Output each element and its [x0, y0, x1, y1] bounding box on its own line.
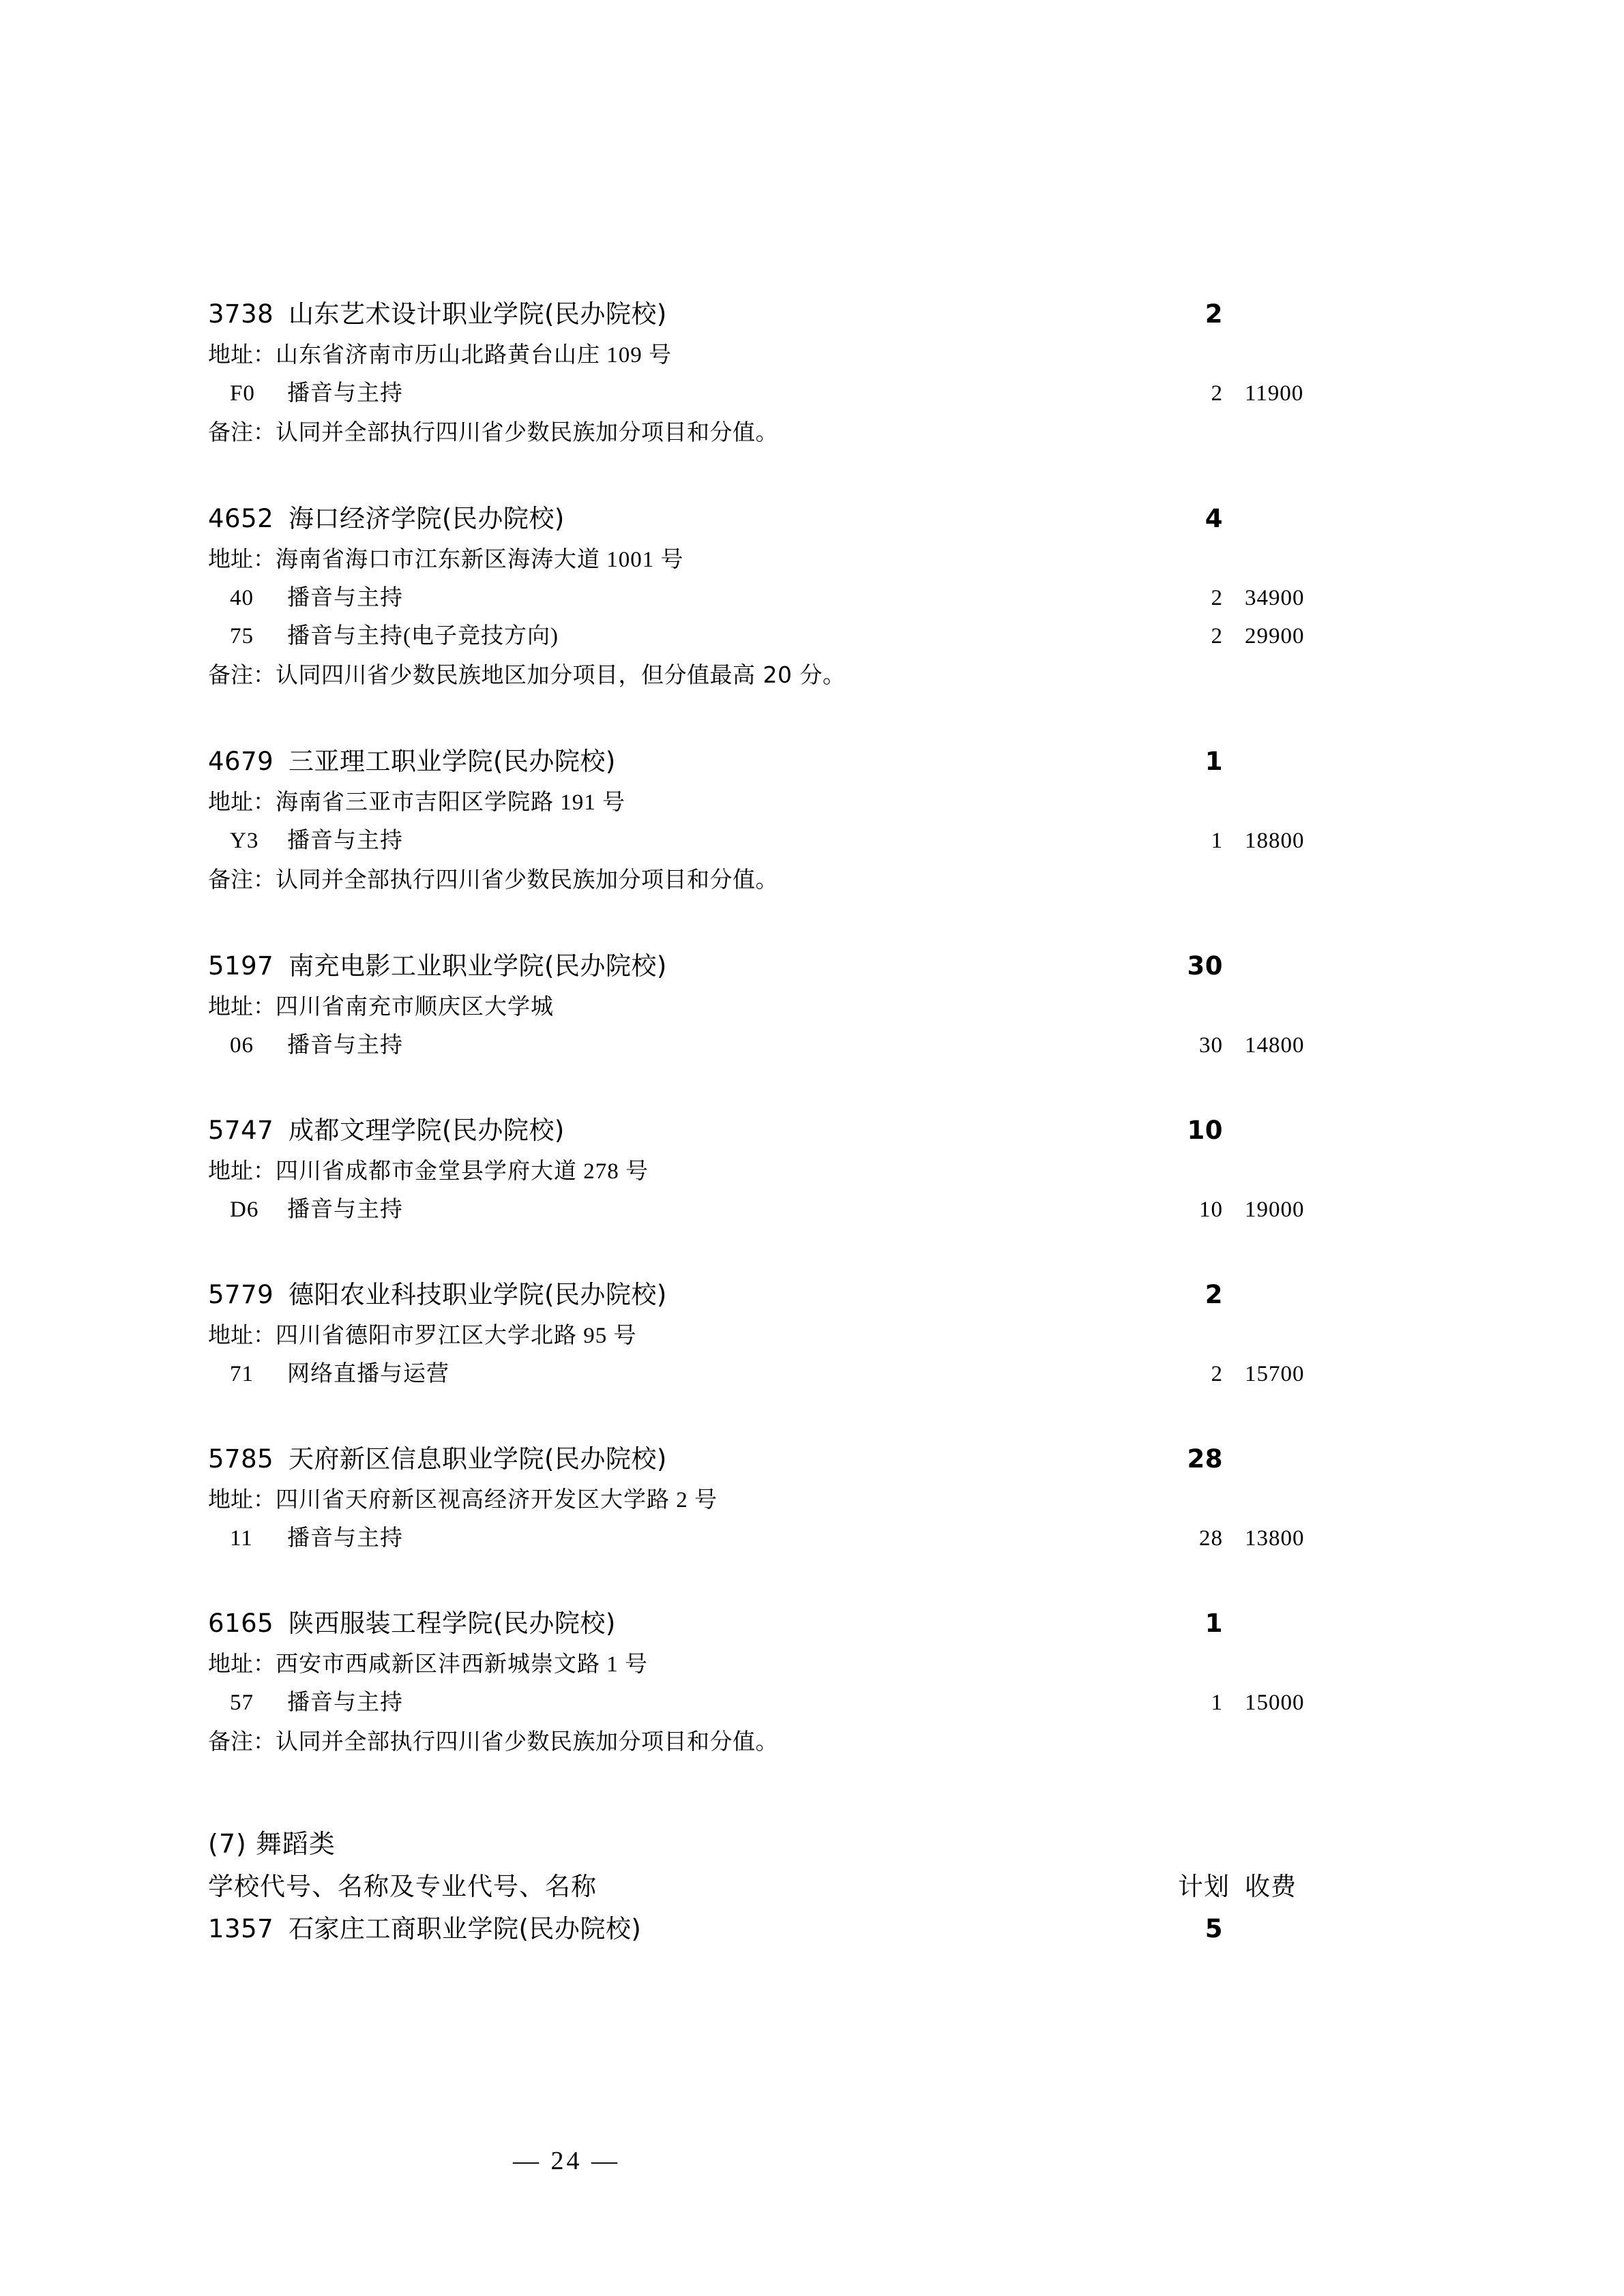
school-address [208, 1645, 1327, 1684]
major-row [208, 617, 1327, 655]
note-text: 认同四川省少数民族地区加分项目，但分值最高 20 分。 [276, 661, 846, 688]
major-row [208, 1191, 1327, 1229]
major-name: 播音与主持 [287, 586, 403, 610]
major-fee: 13800 [1245, 1526, 1305, 1551]
major-plan: 28 [1199, 1526, 1223, 1551]
major-plan: 2 [1211, 381, 1223, 406]
school-block [208, 498, 1327, 696]
school-name: 海口经济学院(民办院校) [289, 504, 565, 533]
school-block [208, 1274, 1327, 1393]
school-code: 3738 [208, 299, 274, 329]
school-header [208, 293, 1327, 336]
school-block [208, 293, 1327, 453]
school-plan-count: 2 [1205, 1280, 1223, 1309]
major-row [208, 822, 1327, 860]
school-block [208, 1438, 1327, 1557]
major-plan: 30 [1199, 1033, 1223, 1058]
major-fee: 19000 [1245, 1197, 1305, 1222]
school-note [208, 1722, 1327, 1762]
address-text: 四川省天府新区视高经济开发区大学路 2 号 [276, 1488, 718, 1512]
school-code: 1357 [208, 1914, 274, 1943]
school-name: 陕西服装工程学院(民办院校) [289, 1609, 616, 1638]
column-header-row [208, 1866, 1327, 1908]
school-address [208, 987, 1327, 1026]
major-fee: 18800 [1245, 829, 1305, 853]
major-fee: 15000 [1245, 1690, 1305, 1715]
major-plan: 1 [1211, 829, 1223, 853]
major-row [208, 1355, 1327, 1393]
school-address [208, 783, 1327, 822]
column-header-plan: 计划 [1178, 1872, 1230, 1901]
school-plan-count: 2 [1205, 299, 1223, 329]
school-name: 南充电影工业职业学院(民办院校) [289, 951, 667, 981]
school-header [208, 1438, 1327, 1480]
note-label: 备注： [208, 1728, 276, 1755]
column-header-fee: 收费 [1245, 1872, 1297, 1901]
school-name: 德阳农业科技职业学院(民办院校) [289, 1280, 667, 1309]
school-block [208, 741, 1327, 900]
major-name: 播音与主持 [287, 1690, 403, 1715]
school-plan-count: 4 [1205, 504, 1223, 533]
major-plan: 2 [1211, 624, 1223, 648]
school-block [208, 945, 1327, 1064]
school-block [208, 1602, 1327, 1762]
major-code: D6 [230, 1197, 259, 1222]
school-code: 4679 [208, 747, 274, 776]
address-label: 地址： [208, 993, 276, 1019]
school-plan-count: 28 [1187, 1444, 1223, 1474]
address-label: 地址： [208, 1650, 276, 1677]
school-note [208, 655, 1327, 696]
major-code: 06 [230, 1033, 254, 1058]
major-name: 播音与主持(电子竞技方向) [287, 624, 559, 648]
major-code: Y3 [230, 829, 259, 853]
school-code: 5785 [208, 1444, 274, 1474]
major-row [208, 1026, 1327, 1064]
address-label: 地址： [208, 341, 276, 368]
major-plan: 10 [1199, 1197, 1223, 1222]
major-name: 播音与主持 [287, 1033, 403, 1058]
address-label: 地址： [208, 788, 276, 815]
section-title: (7) 舞蹈类 [208, 1829, 336, 1859]
school-code: 4652 [208, 504, 274, 533]
school-name: 天府新区信息职业学院(民办院校) [289, 1444, 667, 1474]
address-label: 地址： [208, 546, 276, 572]
column-header-name: 学校代号、名称及专业代号、名称 [208, 1872, 597, 1901]
major-code: 75 [230, 624, 254, 648]
school-code: 5197 [208, 951, 274, 981]
address-label: 地址： [208, 1322, 276, 1348]
major-plan: 1 [1211, 1690, 1223, 1715]
school-name: 山东艺术设计职业学院(民办院校) [289, 299, 667, 329]
major-name: 播音与主持 [287, 381, 403, 406]
major-fee: 34900 [1245, 586, 1305, 610]
major-code: 40 [230, 586, 254, 610]
major-row [208, 579, 1327, 617]
school-plan-count: 5 [1205, 1914, 1223, 1943]
major-code: 11 [230, 1526, 253, 1551]
school-code: 6165 [208, 1609, 274, 1638]
address-text: 四川省南充市顺庆区大学城 [276, 995, 554, 1019]
school-name: 三亚理工职业学院(民办院校) [289, 747, 616, 776]
address-text: 西安市西咸新区沣西新城崇文路 1 号 [276, 1652, 648, 1677]
note-text: 认同并全部执行四川省少数民族加分项目和分值。 [276, 1728, 778, 1755]
school-header [208, 741, 1327, 783]
address-text: 山东省济南市历山北路黄台山庄 109 号 [276, 343, 672, 368]
page-number: — 24 — [513, 2147, 620, 2175]
note-text: 认同并全部执行四川省少数民族加分项目和分值。 [276, 866, 778, 893]
section-dance [208, 1822, 1327, 1950]
major-plan: 2 [1211, 1362, 1223, 1386]
address-text: 海南省三亚市吉阳区学院路 191 号 [276, 790, 625, 815]
school-address [208, 1480, 1327, 1519]
note-label: 备注： [208, 419, 276, 445]
address-text: 四川省德阳市罗江区大学北路 95 号 [276, 1324, 637, 1348]
major-row [208, 1684, 1327, 1722]
school-header [208, 1602, 1327, 1645]
address-text: 四川省成都市金堂县学府大道 278 号 [276, 1159, 649, 1184]
school-header [208, 1109, 1327, 1152]
school-address [208, 540, 1327, 579]
school-address [208, 336, 1327, 374]
major-fee: 14800 [1245, 1033, 1305, 1058]
school-address [208, 1316, 1327, 1355]
school-code: 5747 [208, 1116, 274, 1145]
page-content [208, 293, 1327, 1950]
major-code: 57 [230, 1690, 254, 1715]
major-code: 71 [230, 1362, 254, 1386]
school-header [208, 945, 1327, 987]
address-label: 地址： [208, 1486, 276, 1512]
major-name: 播音与主持 [287, 1526, 403, 1551]
school-note [208, 860, 1327, 900]
note-text: 认同并全部执行四川省少数民族加分项目和分值。 [276, 419, 778, 445]
school-name: 成都文理学院(民办院校) [289, 1116, 565, 1145]
school-plan-count: 1 [1205, 747, 1223, 776]
major-plan: 2 [1211, 586, 1223, 610]
address-text: 海南省海口市江东新区海涛大道 1001 号 [276, 548, 684, 572]
school-plan-count: 1 [1205, 1609, 1223, 1638]
note-label: 备注： [208, 661, 276, 688]
school-plan-count: 10 [1187, 1116, 1223, 1145]
major-fee: 15700 [1245, 1362, 1305, 1386]
major-code: F0 [230, 381, 255, 406]
major-row [208, 1519, 1327, 1557]
school-note [208, 413, 1327, 453]
school-block [208, 1109, 1327, 1229]
school-header [208, 1274, 1327, 1316]
school-address [208, 1152, 1327, 1191]
major-fee: 29900 [1245, 624, 1305, 648]
school-code: 5779 [208, 1280, 274, 1309]
note-label: 备注： [208, 866, 276, 893]
address-label: 地址： [208, 1157, 276, 1184]
major-name: 网络直播与运营 [287, 1362, 449, 1386]
major-fee: 11900 [1245, 381, 1304, 406]
major-row [208, 374, 1327, 413]
major-name: 播音与主持 [287, 829, 403, 853]
school-header [208, 498, 1327, 540]
major-name: 播音与主持 [287, 1197, 403, 1222]
school-plan-count: 30 [1187, 951, 1223, 981]
school-header [208, 1908, 1327, 1950]
school-name: 石家庄工商职业学院(民办院校) [289, 1914, 642, 1943]
